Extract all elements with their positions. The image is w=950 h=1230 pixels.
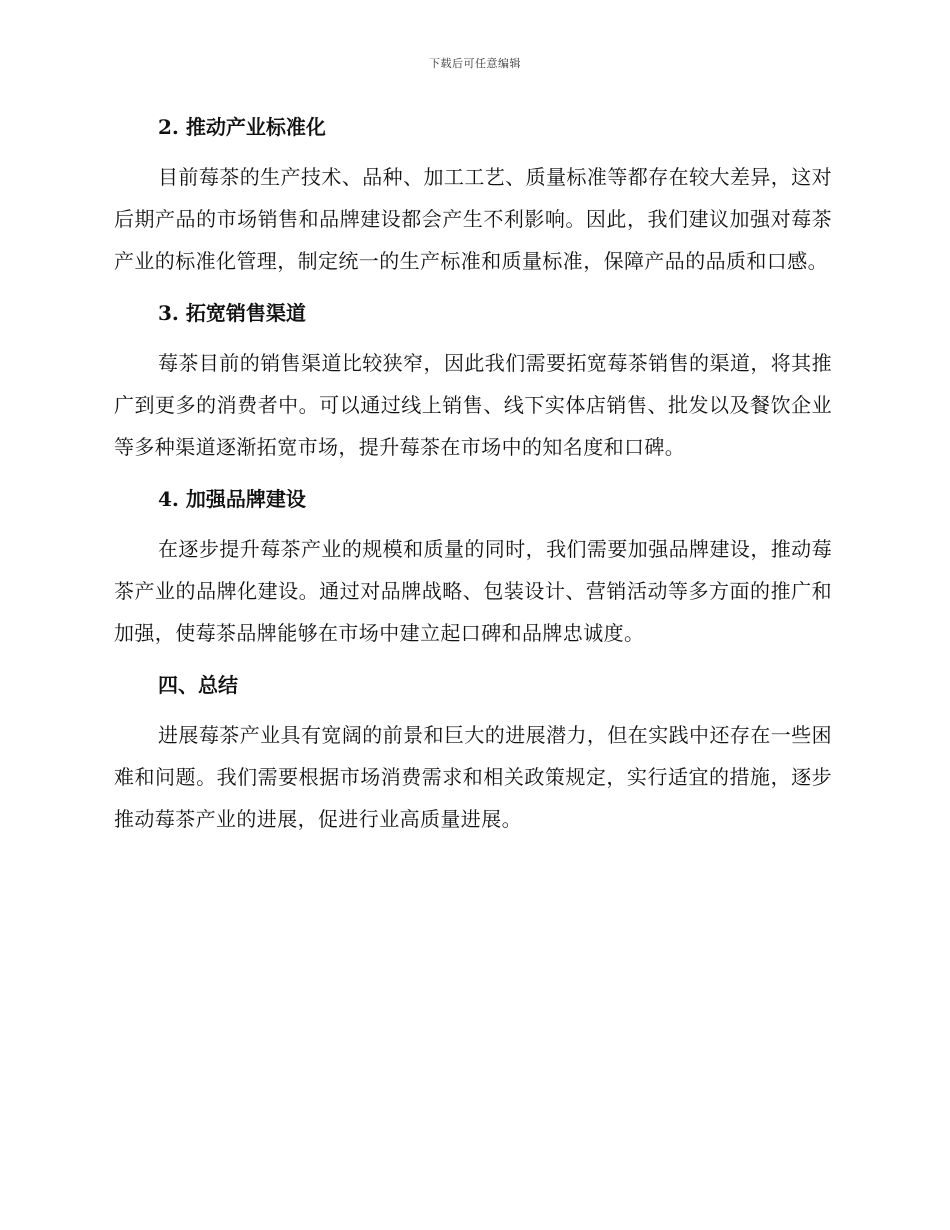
section-heading: 2. 推动产业标准化 bbox=[158, 115, 326, 139]
section-summary bbox=[114, 666, 832, 840]
section-paragraph: 在逐步提升莓茶产业的规模和质量的同时，我们需要加强品牌建设，推动莓茶产业的品牌化建设。通过对品牌战略、包装设计、营销活动等多方面的推广和加强，使莓茶品牌能够在市场中建立起口碑和品牌忠诚度。 bbox=[114, 537, 832, 645]
section-paragraph: 进展莓茶产业具有宽阔的前景和巨大的进展潜力，但在实践中还存在一些困难和问题。我们需要根据市场消费需求和相关政策规定，实行适宜的措施，逐步推动莓茶产业的进展，促进行业高质量进展。 bbox=[114, 723, 832, 831]
section-sales-channels bbox=[114, 294, 832, 468]
section-heading: 3. 拓宽销售渠道 bbox=[158, 301, 306, 325]
section-standardization bbox=[114, 108, 832, 282]
header-note: 下载后可任意编辑 bbox=[429, 57, 521, 70]
section-heading: 四、总结 bbox=[158, 673, 238, 697]
section-heading: 4. 加强品牌建设 bbox=[158, 487, 306, 511]
document-body bbox=[114, 108, 832, 852]
section-paragraph: 莓茶目前的销售渠道比较狭窄，因此我们需要拓宽莓茶销售的渠道，将其推广到更多的消费者中。可以通过线上销售、线下实体店销售、批发以及餐饮企业等多种渠道逐渐拓宽市场，提升莓茶在市场中的知名度和口碑。 bbox=[114, 351, 832, 459]
section-paragraph: 目前莓茶的生产技术、品种、加工工艺、质量标准等都存在较大差异，这对后期产品的市场销售和品牌建设都会产生不利影响。因此，我们建议加强对莓茶产业的标准化管理，制定统一的生产标准和质量标准，保障产品的品质和口感。 bbox=[114, 165, 832, 273]
section-brand-building bbox=[114, 480, 832, 654]
